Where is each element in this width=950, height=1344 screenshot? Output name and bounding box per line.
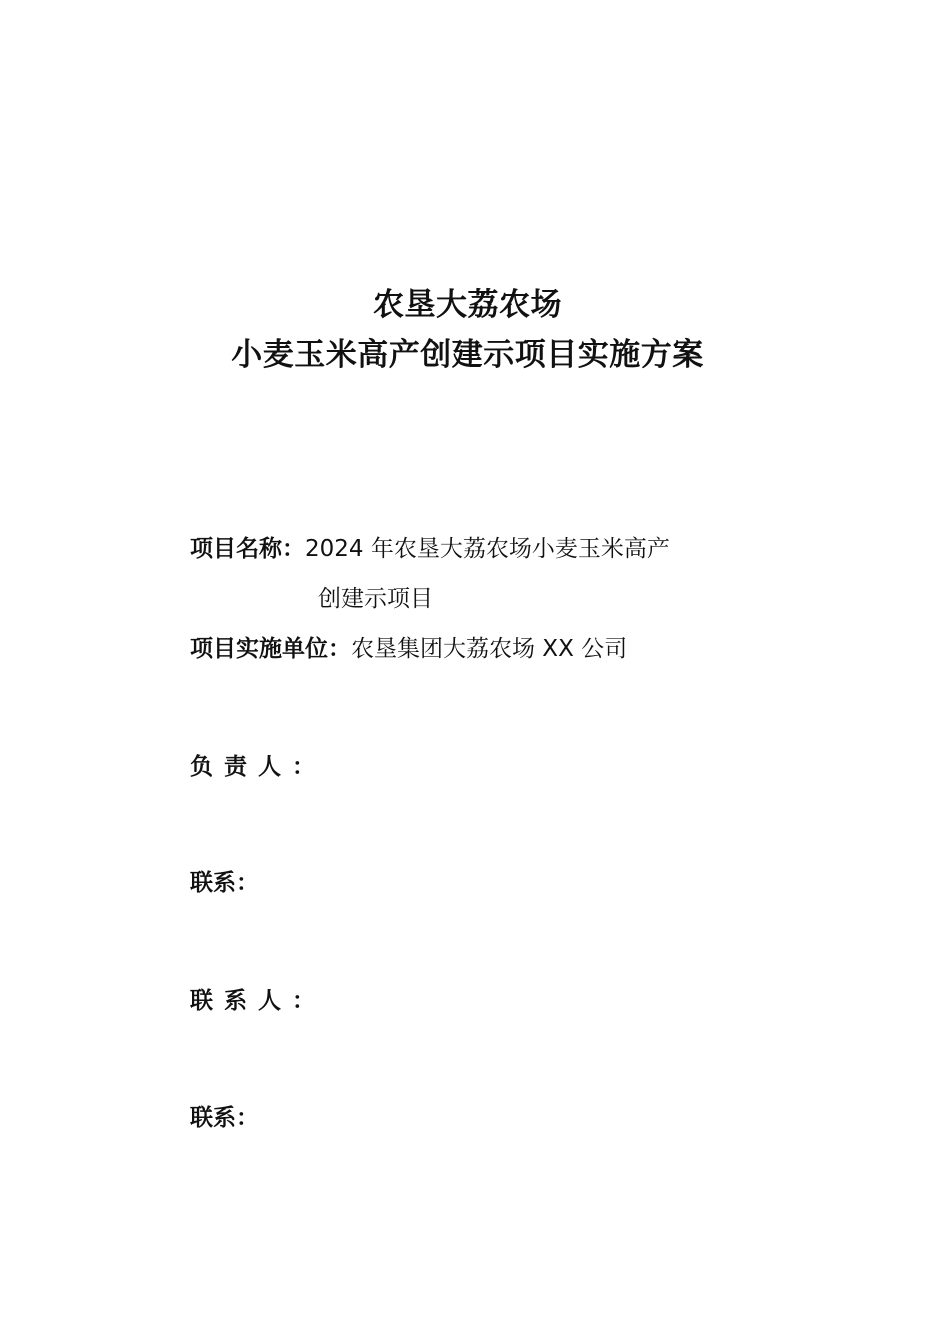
contact-field-1: [190, 868, 259, 898]
responsible-person-field: [190, 752, 315, 782]
implementing-unit-label: 项目实施单位：: [190, 636, 351, 662]
contact-field-2: [190, 1103, 259, 1133]
contact-person-colon: ：: [292, 988, 315, 1014]
contact-person-field: [190, 986, 315, 1016]
responsible-person-label: 负责人: [190, 754, 292, 780]
project-name-label: 项目名称：: [190, 536, 305, 562]
contact-label-2: 联系：: [190, 1105, 259, 1131]
responsible-person-colon: ：: [292, 754, 315, 780]
contact-person-label: 联系人: [190, 988, 292, 1014]
project-name-value-line-1: 2024 年农垦大荔农场小麦玉米高产: [305, 536, 670, 562]
project-name-field: [190, 534, 670, 564]
implementing-unit-field: [190, 634, 627, 664]
implementing-unit-value: 农垦集团大荔农场 XX 公司: [351, 636, 628, 662]
contact-label-1: 联系：: [190, 870, 259, 896]
title-line-1: 农垦大荔农场: [373, 287, 562, 323]
project-name-value-line-2: 创建示项目: [318, 586, 433, 612]
document-title: [0, 280, 935, 380]
title-line-2: 小麦玉米高产创建示项目实施方案: [231, 337, 704, 373]
